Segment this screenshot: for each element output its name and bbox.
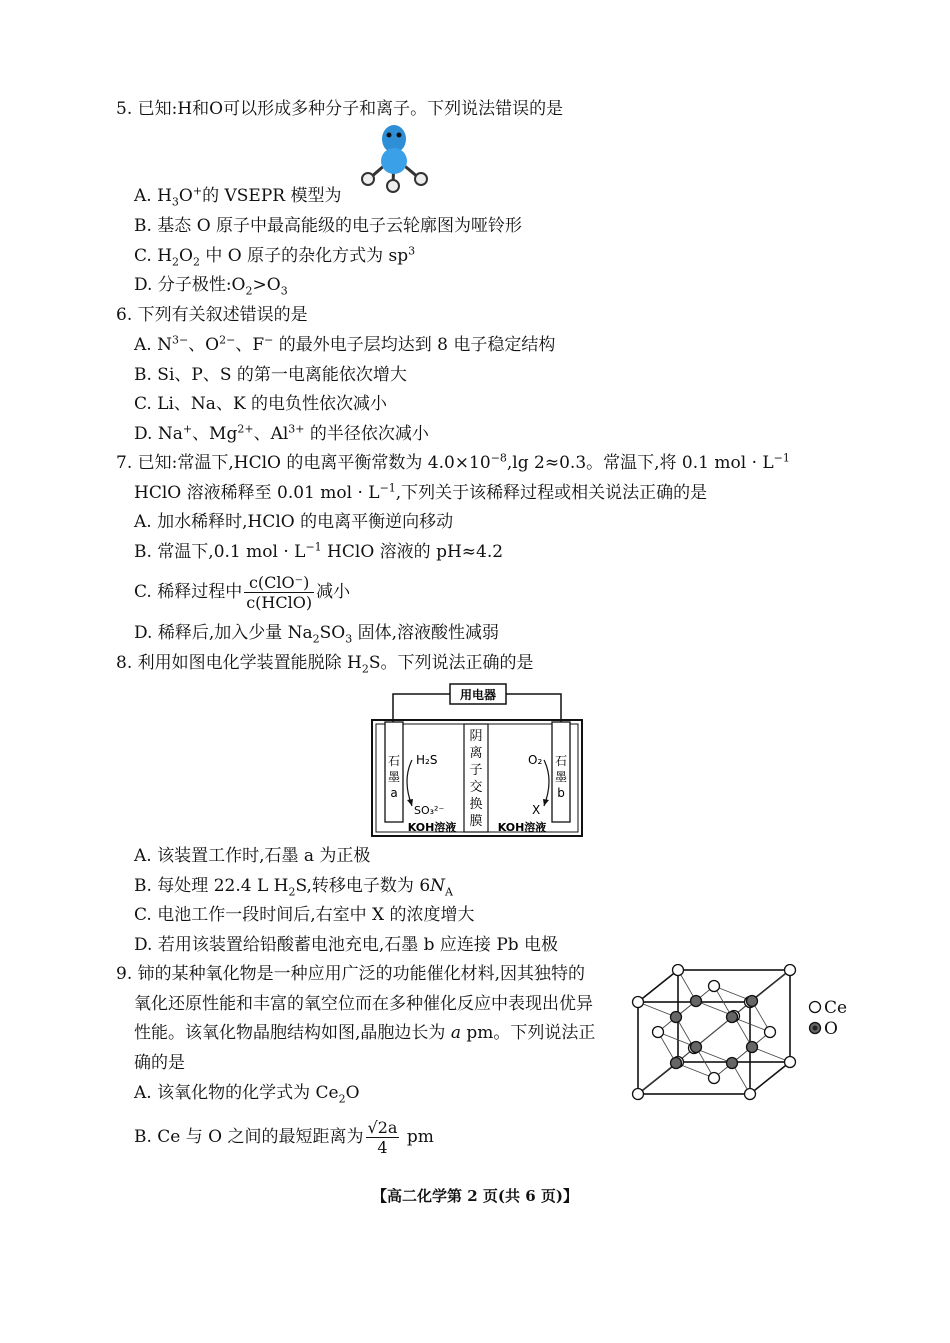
svg-text:墨: 墨 [554,770,568,784]
svg-text:a: a [390,786,398,800]
o-legend-label: O [824,1019,838,1039]
x-label: X [532,803,541,817]
svg-text:膜: 膜 [469,814,483,829]
svg-text:石: 石 [554,754,568,768]
page-footer: 【高二化学第 2 页(共 6 页)】 [372,1187,578,1205]
ce-atom [709,1073,720,1084]
left-reaction-arrow [407,760,412,806]
o-atom [671,1012,682,1023]
ce-atom [633,997,644,1008]
o2-label: O₂ [528,753,543,767]
concentration-ratio-fraction: $\frac{\text{c(ClO⁻)}}{\text{c(HClO)}}$ [246,573,313,612]
q6-option-b: B. Si、P、S 的第一电离能依次增大 [134,365,407,385]
o-atom [747,996,758,1007]
o-atom [747,1042,758,1053]
svg-text:交: 交 [469,780,483,795]
svg-text:离: 离 [469,746,483,761]
q7-stem: 7. 已知:常温下,HClO 的电离平衡常数为 $4.0\times 10^{-8},\lg$ 2≈0.3。常温下,将 0.1 mol · $L^{-1}$ [116,451,790,473]
ce-atom [745,1089,756,1100]
svg-text:墨: 墨 [387,770,401,784]
q5-option-d: D. 分子极性$:O_2>O_3$ [134,275,288,298]
ce-atom [765,1027,776,1038]
q8-option-c: C. 电池工作一段时间后,右室中 X 的浓度增大 [134,905,475,925]
q7-option-c: C. 稀释过程中 $\frac{\text{c(ClO⁻)}}{\text{c(HClO)}}$ 减小 [134,573,351,612]
electrochemical-cell-diagram [368,680,588,840]
q7-option-d: D. 稀释后,加入少量 $Na_2SO_3$ 固体,溶液酸性减弱 [134,623,500,646]
ce-atom [709,981,720,992]
q8-stem: 8. 利用如图电化学装置能脱除 $H_2S$。下列说法正确的是 [116,653,534,676]
q9-option-b: B. Ce 与 O 之间的最短距离为 $\frac{√2a}{4}$ pm [134,1118,434,1157]
q8-option-a: A. 该装置工作时,石墨 a 为正极 [134,846,371,866]
q5-option-c: C. $H_2O_2$ 中 O 原子的杂化方式为 $sp^3$ [134,244,416,269]
q9-stem-line2: 氧化还原性能和丰富的氧空位而在多种催化反应中表现出优异 [134,994,593,1014]
right-reaction-arrow [544,760,549,806]
ce-atom [785,965,796,976]
ce-atom [785,1057,796,1068]
svg-text:阴: 阴 [469,729,483,744]
ce-atom [653,1027,664,1038]
q9-stem-line1: 9. 铈的某种氧化物是一种应用广泛的功能催化材料,因其独特的 [116,964,586,984]
distance-fraction: $\frac{√2a}{4}$ [367,1118,398,1157]
ce-legend-label: Ce [824,998,848,1018]
o-atom [727,1058,738,1069]
q7-stem-line2: HClO 溶液稀释至 0.01 mol · $L^{-1}$,下列关于该稀释过程或相关说法正确的是 [134,481,708,503]
ce-atom [673,965,684,976]
o-atom [727,1012,738,1023]
q5-option-a: A. $H_3O^+$的 VSEPR 模型为 [134,184,342,209]
o-atom [671,1058,682,1069]
sulfite-label: SO₃²⁻ [414,804,445,817]
q9-stem-line4: 确的是 [134,1053,185,1073]
ceria-unit-cell-diagram [630,964,810,1104]
o-atom [691,996,702,1007]
ce-atom [633,1089,644,1100]
h2s-label: H₂S [416,753,438,767]
q7-option-a: A. 加水稀释时,HClO 的电离平衡逆向移动 [134,512,454,532]
q6-option-c: C. Li、Na、K 的电负性依次减小 [134,394,388,414]
svg-text:子: 子 [469,763,483,778]
o-legend-icon [808,1021,822,1035]
q5-stem: 5. 已知:H和O可以形成多种分子和离子。下列说法错误的是 [116,99,564,119]
right-koh-solution-label: KOH溶液 [497,821,547,834]
svg-text:b: b [557,786,565,800]
q6-option-d: D. Na+、$Mg^{2+}$、$Al^{3+}$ 的半径依次减小 [134,422,429,444]
ce-legend-icon [808,1000,822,1014]
q7-option-b: B. 常温下,0.1 mol · $L^{-1}$ HClO 溶液的 pH≈4.2 [134,540,504,562]
q8-option-d: D. 若用该装置给铅酸蓄电池充电,石墨 b 应连接 Pb 电极 [134,935,559,955]
left-koh-solution-label: KOH溶液 [407,821,457,834]
q9-stem-line3: 性能。该氧化物晶胞结构如图,晶胞边长为 a pm。下列说法正 [134,1023,596,1043]
q5-option-b: B. 基态 O 原子中最高能级的电子云轮廓图为哑铃形 [134,216,523,236]
q8-option-b: B. 每处理 22.4 L $H_2S$,转移电子数为 $6N_A$ [134,876,453,899]
h3o-vsepr-model-image [355,123,435,193]
o-atom [691,1042,702,1053]
svg-text:石: 石 [387,754,401,768]
q9-option-a: A. 该氧化物的化学式为 $Ce_2O$ [134,1083,360,1106]
q6-option-a: A. $N^{3-}$、$O^{2-}$、F− 的最外电子层均达到 8 电子稳定结构 [134,333,556,355]
q6-stem: 6. 下列有关叙述错误的是 [116,305,308,325]
svg-text:换: 换 [469,797,483,812]
appliance-label: 用电器 [459,688,497,702]
